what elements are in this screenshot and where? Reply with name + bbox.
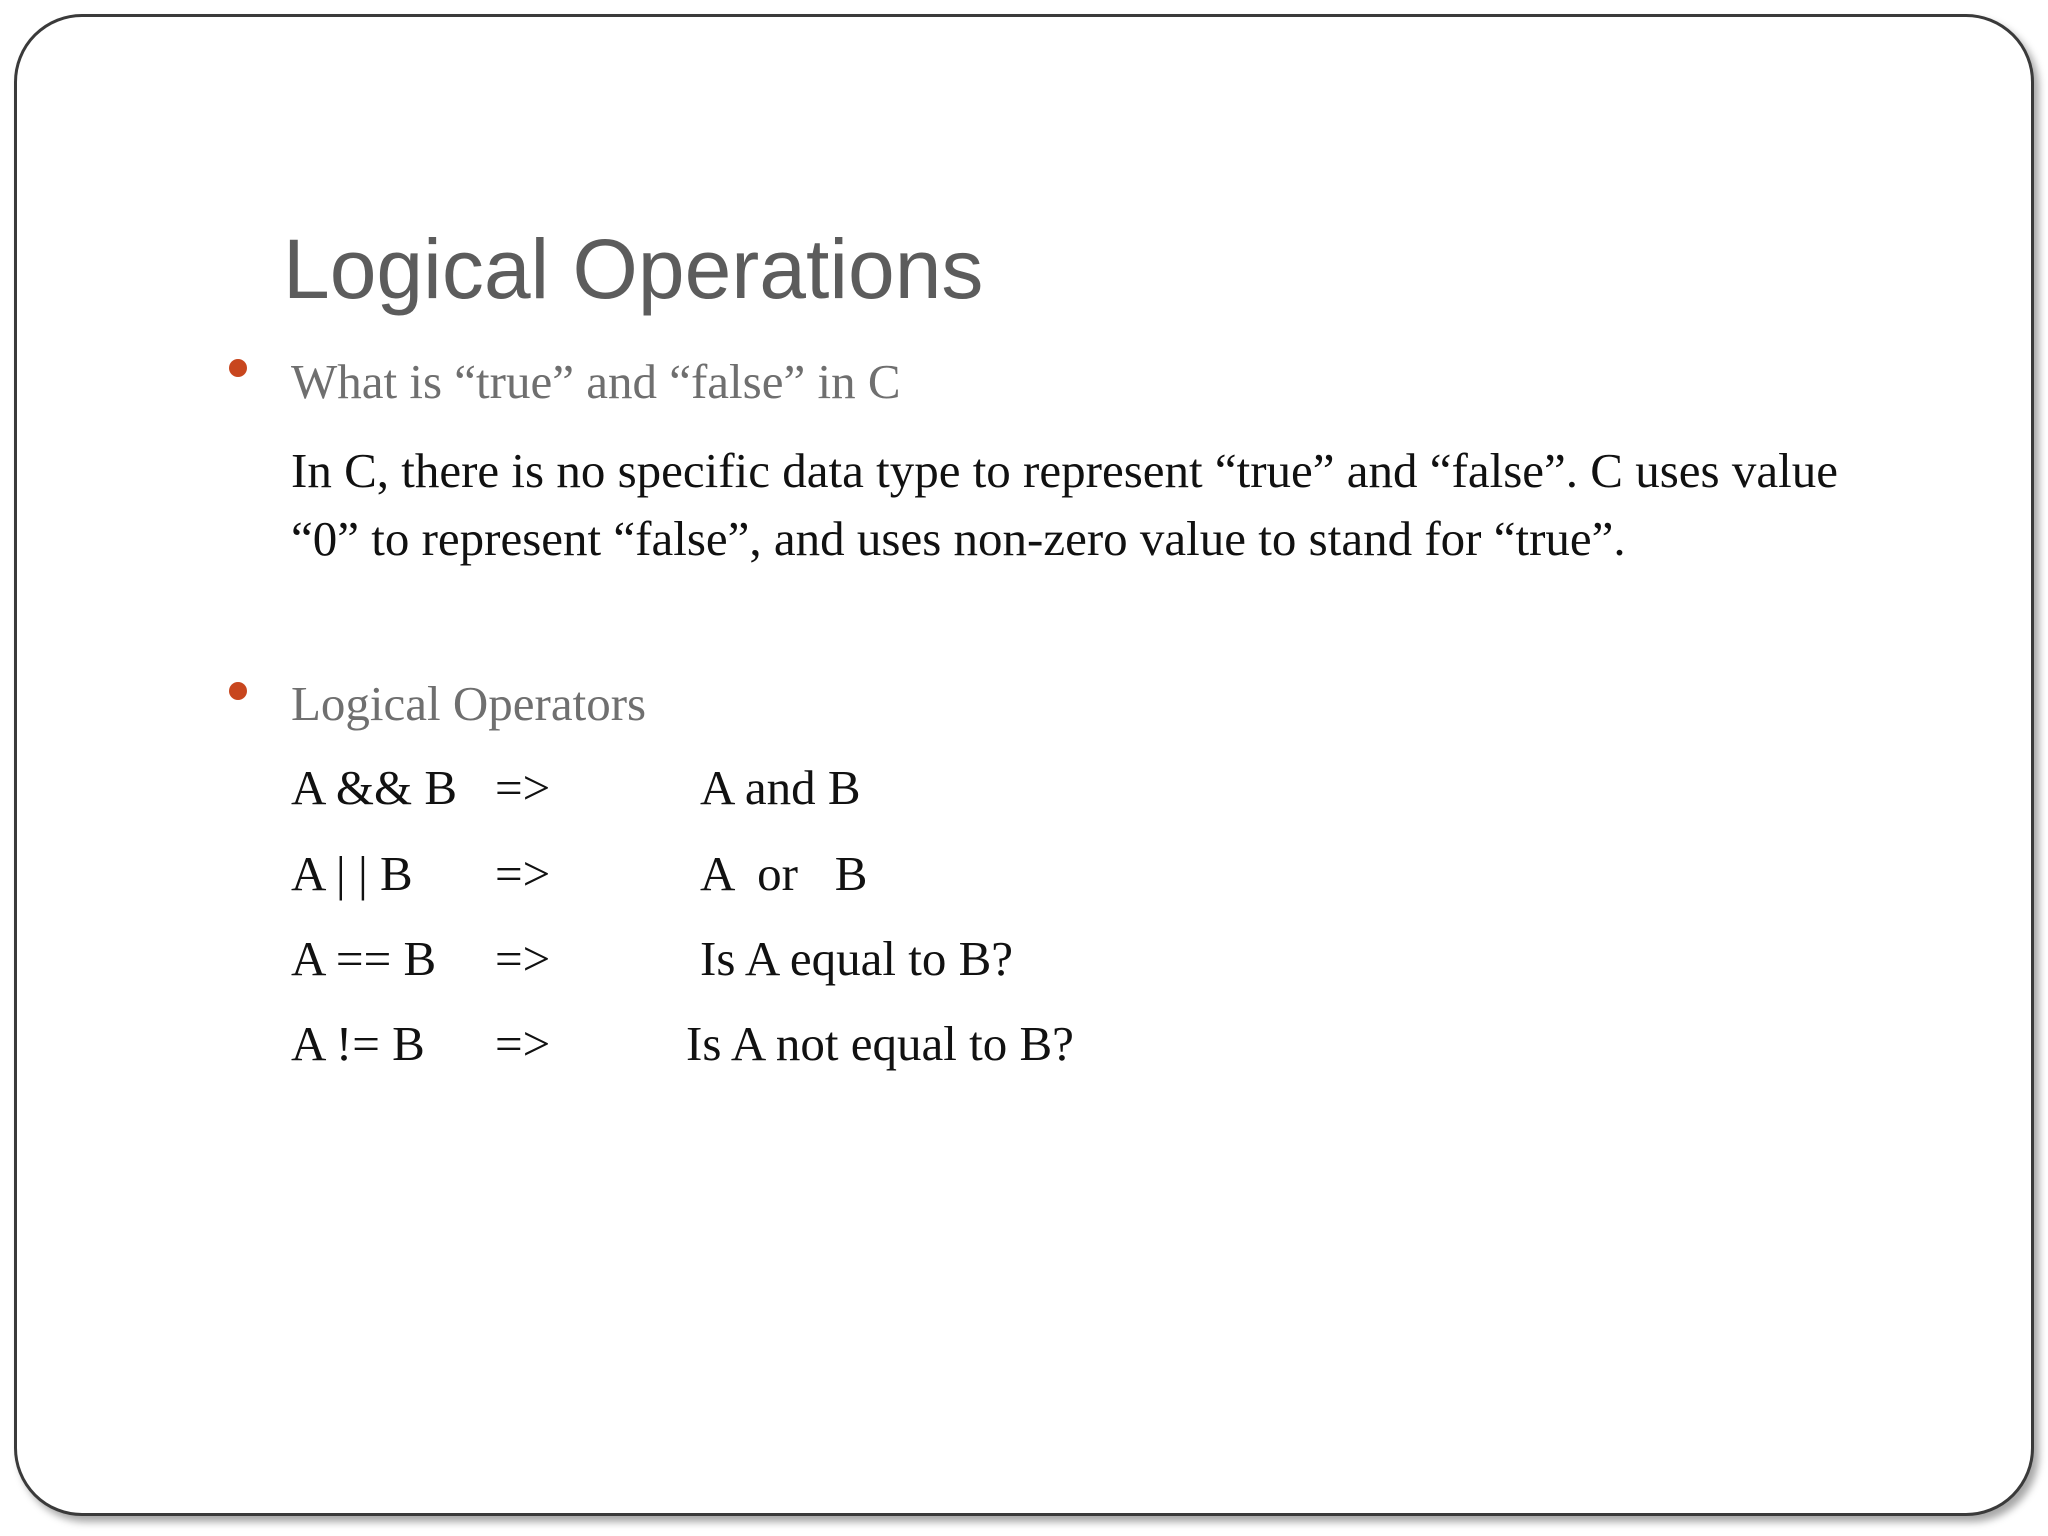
operator-arrow: => — [495, 931, 551, 986]
bullet-label-logical-operators: Logical Operators — [291, 676, 647, 731]
operator-meaning: A or B — [700, 846, 868, 901]
bullet-dot-icon — [229, 682, 247, 700]
operator-arrow: => — [495, 846, 551, 901]
operator-arrow: => — [495, 760, 551, 815]
operator-expression: A == B — [291, 931, 437, 986]
operator-expression: A != B — [291, 1016, 425, 1071]
operator-meaning: Is A not equal to B? — [686, 1016, 1074, 1071]
operator-expression: A | | B — [291, 846, 413, 901]
operator-arrow: => — [495, 1016, 551, 1071]
bullet-label-true-false: What is “true” and “false” in C — [291, 354, 901, 409]
body-line: In C, there is no specific data type to represent “true” and “false”. C uses value — [291, 443, 1838, 498]
operator-meaning: Is A equal to B? — [700, 931, 1014, 986]
bullet-dot-icon — [229, 359, 247, 377]
body-line: “0” to represent “false”, and uses non-zero value to stand for “true”. — [291, 511, 1626, 566]
slide-title: Logical Operations — [283, 222, 984, 316]
slide-frame — [14, 14, 2034, 1516]
operator-expression: A && B — [291, 760, 458, 815]
operator-meaning: A and B — [700, 760, 861, 815]
